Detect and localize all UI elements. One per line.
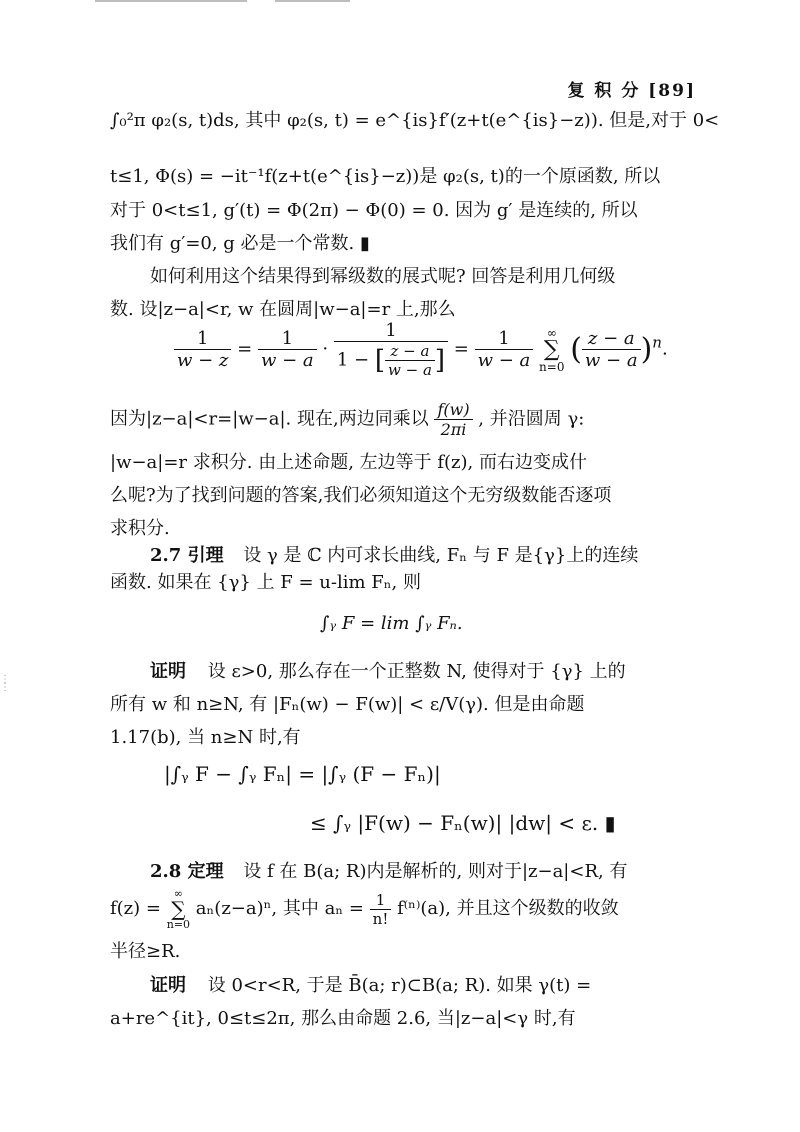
theorem-coefficient-fraction: $\frac{1}{n!}$: [370, 891, 392, 928]
eq1-fraction-3: 1 1 − [ $\frac{z - a}{w - a}$ ]: [334, 320, 448, 379]
theorem-2-8-line-1: 2.8 定理 设 f 在 B(a; R)内是解析的, 则对于|z−a|<R, 有: [150, 861, 628, 882]
proof-label: 证明: [150, 661, 186, 682]
p3-line-4: 求积分.: [110, 518, 170, 539]
proof2-line-2: a+re^{it}, 0≤t≤2π, 那么由命题 2.6, 当|z−a|<γ 时,有: [110, 1008, 576, 1029]
scan-margin-marks: ⋮ ⋮: [0, 674, 10, 693]
lemma-2-7-line-2: 函数. 如果在 {γ} 上 F = u-lim Fₙ, 则: [110, 572, 421, 593]
p1-line-1: ∫₀²π φ₂(s, t)ds, 其中 φ₂(s, t) = e^{is}f′(z+t(e^{is}−z)). 但是,对于 0<: [110, 110, 720, 131]
geometric-series-equation: $\frac{1}{w - z}$ = $\frac{1}{w - a}$ · 1 1 − [ $\frac{z - a}{w - a}$ ] = $\frac{1}{w - a}$ ∞ ∑ n=0 ( $\frac{z - a}{w - a}$ )$^n$.: [174, 320, 668, 379]
p1-line-4: 我们有 g′=0, g 必是一个常数. ▮: [110, 233, 370, 254]
p3-line-2: |w−a|=r 求积分. 由上述命题, 左边等于 f(z), 而右边变成什: [110, 452, 587, 473]
scan-line-left: [95, 0, 247, 2]
scan-line-right: [275, 0, 350, 2]
p3-line-3: 么呢?为了找到问题的答案,我们必须知道这个无穷级数能否逐项: [110, 485, 612, 506]
lemma-label: 2.7 引理: [150, 545, 224, 566]
proof1-line-1: 证明 设 ε>0, 那么存在一个正整数 N, 使得对于 {γ} 上的: [150, 661, 626, 682]
proof-label-2: 证明: [150, 975, 186, 996]
p3-inline-fraction: $\frac{f(w)}{2\pi i}$: [434, 400, 472, 439]
p2-line-1: 如何利用这个结果得到幂级数的展式呢? 回答是利用几何级: [150, 266, 616, 287]
lemma-equation: ∫ᵧ F = lim ∫ᵧ Fₙ.: [320, 613, 463, 634]
estimate-line-2: ≤ ∫ᵧ |F(w) − Fₙ(w)| |dw| < ε. ▮: [310, 811, 616, 835]
eq1-sum: ∞ ∑ n=0: [539, 325, 565, 374]
eq1-lhs-fraction: $\frac{1}{w - z}$: [174, 328, 231, 371]
running-header: 复 积 分 [89]: [567, 81, 696, 101]
theorem-2-8-line-2: f(z) = ∞ ∑ n=0 aₙ(z−a)ⁿ, 其中 aₙ = $\frac{1}{n!}$ f⁽ⁿ⁾(a), 并且这个级数的收敛: [110, 887, 619, 931]
p1-line-2: t≤1, Φ(s) = −it⁻¹f(z+t(e^{is}−z))是 φ₂(s, t)的一个原函数, 所以: [110, 166, 661, 187]
theorem-2-8-line-3: 半径≥R.: [110, 941, 181, 962]
theorem-sum: ∞ ∑ n=0: [166, 887, 191, 931]
estimate-line-1: |∫ᵧ F − ∫ᵧ Fₙ| = |∫ᵧ (F − Fₙ)|: [164, 762, 441, 786]
eq1-fraction-2: $\frac{1}{w - a}$: [258, 328, 317, 371]
proof1-line-3: 1.17(b), 当 n≥N 时,有: [110, 727, 301, 748]
p2-line-2: 数. 设|z−a|<r, w 在圆周|w−a|=r 上,那么: [110, 299, 456, 320]
proof2-line-1: 证明 设 0<r<R, 于是 B̄(a; r)⊂B(a; R). 如果 γ(t) =: [150, 975, 592, 996]
lemma-2-7-line-1: 2.7 引理 设 γ 是 ℂ 内可求长曲线, Fₙ 与 F 是{γ}上的连续: [150, 545, 639, 566]
proof1-line-2: 所有 w 和 n≥N, 有 |Fₙ(w) − F(w)| < ε/V(γ). 但是由命题: [110, 694, 585, 715]
theorem-label: 2.8 定理: [150, 861, 224, 882]
p1-line-3: 对于 0<t≤1, g′(t) = Φ(2π) − Φ(0) = 0. 因为 g′ 是连续的, 所以: [110, 200, 638, 221]
eq1-ratio: $\frac{z - a}{w - a}$: [582, 328, 641, 371]
p3-line-1: 因为|z−a|<r=|w−a|. 现在,两边同乘以 $\frac{f(w)}{2\pi i}$ , 并沿圆周 γ:: [110, 400, 585, 439]
eq1-fraction-4: $\frac{1}{w - a}$: [475, 328, 534, 371]
